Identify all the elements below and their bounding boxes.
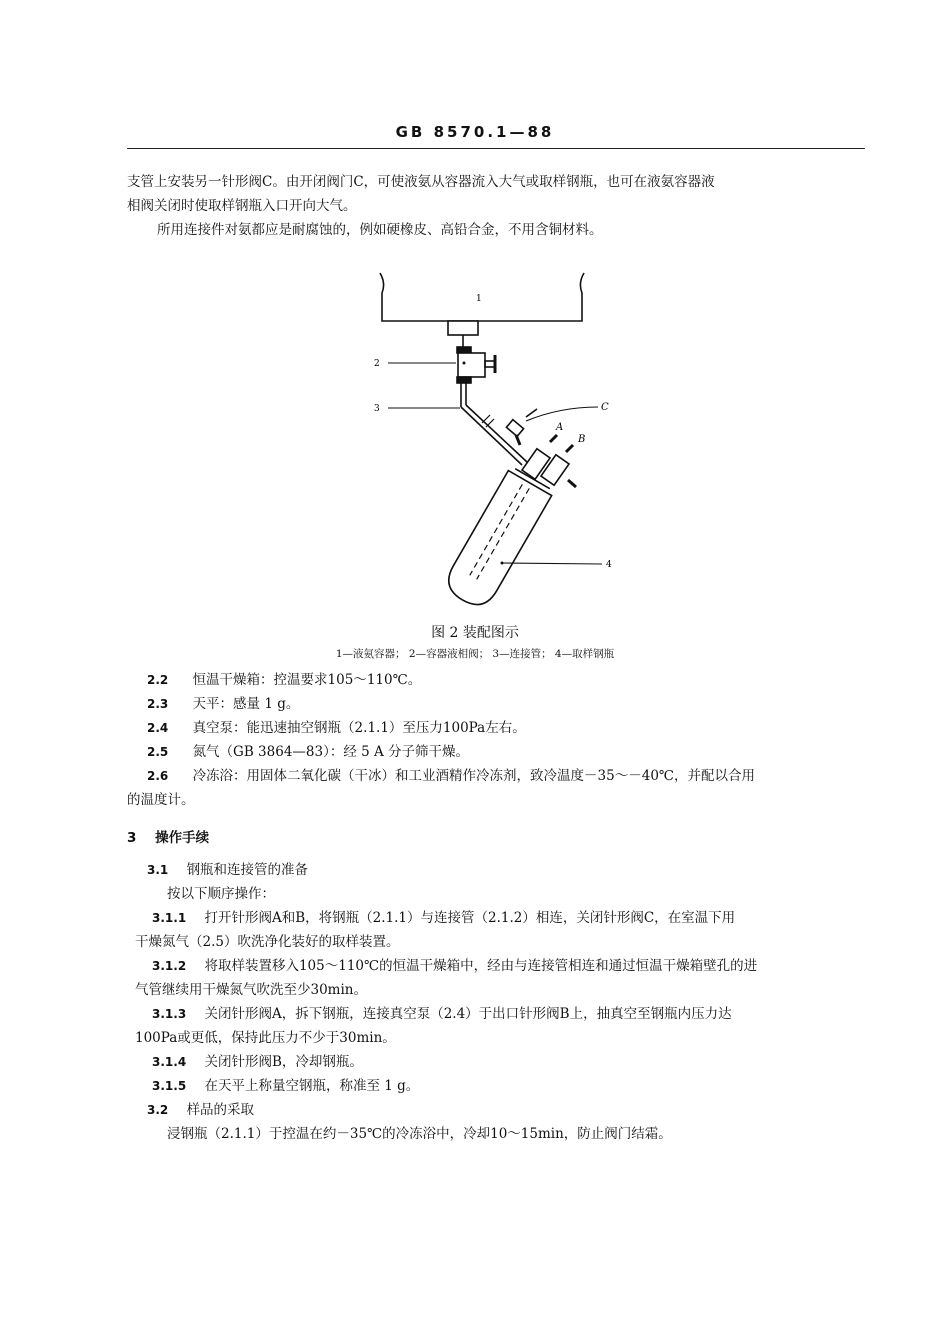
leader-4: [502, 563, 602, 564]
figure-legend: 1—液氨容器； 2—容器液相阀； 3—连接管； 4—取样钢瓶: [335, 648, 615, 660]
subsection-title: 样品的采取: [186, 1102, 255, 1118]
item-2-4: [147, 718, 526, 738]
label-A: A: [556, 422, 564, 433]
label-B: B: [578, 434, 586, 445]
assembly-diagram: [340, 265, 640, 620]
step-number: 3.1.4: [152, 1055, 187, 1069]
step-text: 打开针形阀A和B，将钢瓶（2.1.1）与连接管（2.1.2）相连，关闭针形阀C，在室温下用: [204, 910, 736, 926]
item-number: 2.6: [147, 769, 169, 783]
step-number: 3.1.2: [152, 959, 187, 973]
item-number: 2.2: [147, 673, 169, 687]
step-3-1-2-cont: 气管继续用干燥氮气吹洗至少30min。: [135, 982, 367, 998]
label-2: 2: [374, 359, 380, 369]
subsection-number: 3.1: [147, 863, 169, 877]
section-3-heading: [127, 828, 209, 848]
step-3-1-5: [152, 1076, 419, 1096]
item-number: 2.4: [147, 721, 169, 735]
intro-line-1: 支管上安装另一针形阀C。由开闭阀门C，可使液氨从容器流入大气或取样钢瓶，也可在液氨容器液: [127, 174, 715, 190]
item-text: 恒温干燥箱：控温要求105～110℃。: [192, 672, 422, 688]
subsection-3-1-heading: [147, 860, 308, 880]
step-3-1-1-cont: 干燥氮气（2.5）吹洗净化装好的取样装置。: [135, 934, 400, 950]
subsection-number: 3.2: [147, 1103, 169, 1117]
label-C: C: [601, 402, 609, 413]
label-3: 3: [374, 404, 380, 414]
step-text: 将取样装置移入105～110℃的恒温干燥箱中，经由与连接管相连和通过恒温干燥箱壁孔的进: [204, 958, 758, 974]
step-3-1-3: [152, 1004, 732, 1024]
item-2-6: [147, 766, 755, 786]
step-number: 3.1.1: [152, 911, 187, 925]
subsection-3-2-text: 浸钢瓶（2.1.1）于控温在约－35℃的冷冻浴中，冷却10～15min，防止阀门结霜。: [167, 1126, 672, 1142]
step-text: 在天平上称量空钢瓶，称准至 1 g。: [204, 1078, 420, 1094]
container-outline: [380, 273, 584, 321]
item-text: 真空泵：能迅速抽空钢瓶（2.1.1）至压力100Pa左右。: [192, 720, 526, 736]
step-text: 关闭针形阀A，拆下钢瓶，连接真空泵（2.4）于出口针形阀B上，抽真空至钢瓶内压力达: [204, 1006, 732, 1022]
item-text: 天平：感量 1 g。: [192, 696, 300, 712]
subsection-title: 钢瓶和连接管的准备: [186, 862, 309, 878]
step-number: 3.1.5: [152, 1079, 187, 1093]
item-number: 2.5: [147, 745, 169, 759]
step-3-1-4: [152, 1052, 363, 1072]
page-header-title: GB 8570.1—88: [395, 123, 555, 141]
section-number: 3: [127, 830, 137, 846]
section-title: 操作手续: [155, 830, 210, 846]
item-2-5: [147, 742, 469, 762]
subsection-3-1-intro: 按以下顺序操作：: [167, 886, 275, 902]
step-3-1-3-cont: 100Pa或更低，保持此压力不少于30min。: [135, 1030, 396, 1046]
item-number: 2.3: [147, 697, 169, 711]
step-number: 3.1.3: [152, 1007, 187, 1021]
item-2-3: [147, 694, 299, 714]
item-2-2: [147, 670, 421, 690]
subsection-3-2-heading: [147, 1100, 254, 1120]
assembly-diagram-svg: [340, 265, 640, 620]
intro-line-3: 所用连接件对氨都应是耐腐蚀的，例如硬橡皮、高铅合金，不用含铜材料。: [157, 222, 603, 238]
intro-line-2: 相阀关闭时使取样钢瓶入口开向大气。: [127, 198, 357, 214]
label-1: 1: [476, 294, 482, 304]
step-3-1-1: [152, 908, 735, 928]
step-text: 关闭针形阀B，冷却钢瓶。: [204, 1054, 363, 1070]
item-2-6-cont: 的温度计。: [127, 792, 195, 808]
item-text: 冷冻浴：用固体二氧化碳（干冰）和工业酒精作冷冻剂，致冷温度－35～－40℃，并配以合用: [192, 768, 756, 784]
figure-caption: 图 2 装配图示: [431, 625, 519, 641]
header-rule: [127, 148, 865, 149]
label-4: 4: [606, 560, 612, 570]
item-text: 氮气（GB 3864—83）：经 5 A 分子筛干燥。: [192, 744, 470, 760]
step-3-1-2: [152, 956, 757, 976]
